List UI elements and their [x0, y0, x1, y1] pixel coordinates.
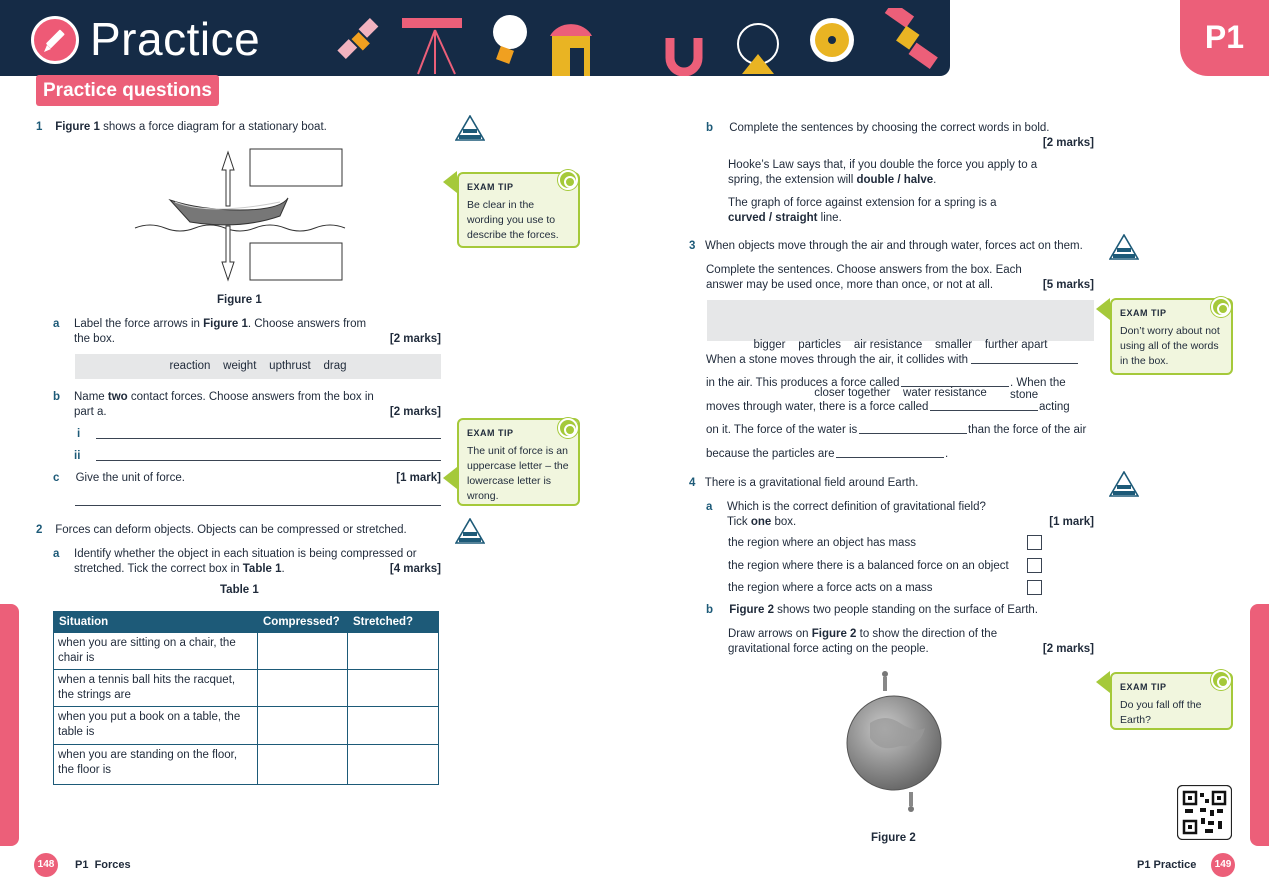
telescope-icon	[402, 18, 462, 74]
hookes-law-sentence: Hooke’s Law says that, if you double the force you apply to a spring, the extension will double / halve.	[728, 159, 1038, 186]
q3-sentence-4: on it. The force of the water is than the force of the air	[706, 424, 1087, 436]
answer-blank[interactable]	[971, 363, 1078, 364]
q1b-ii-label: ii	[74, 450, 81, 462]
tip-pointer-icon	[1096, 671, 1110, 693]
qr-code-icon[interactable]	[1177, 785, 1232, 840]
target-icon	[558, 170, 578, 190]
page-title: Practice	[90, 13, 261, 65]
tick-box[interactable]	[1027, 558, 1042, 573]
table-header: Situation	[54, 612, 258, 633]
target-icon	[1211, 297, 1231, 317]
radio-dish-icon	[738, 24, 778, 74]
chapter-tab: P1	[1180, 0, 1269, 76]
q1b-ii-answer-line[interactable]	[96, 460, 441, 461]
table1-caption: Table 1	[220, 584, 259, 596]
difficulty-pyramid-icon	[455, 518, 485, 544]
table-header: Compressed?	[258, 612, 348, 633]
answer-blank[interactable]	[901, 386, 1009, 387]
table-cell-situation: when a tennis ball hits the racquet, the strings are	[54, 670, 258, 707]
science-icons-banner	[330, 8, 950, 76]
figure1-caption: Figure 1	[217, 294, 262, 306]
answer-blank[interactable]	[836, 457, 944, 458]
page-number-right: 149	[1211, 853, 1235, 877]
q2-stem: 2 Forces can deform objects. Objects can be compressed or stretched.	[36, 524, 407, 536]
q3-answer-box: bigger particles air resistance smaller further apart closer together water resistance	[707, 300, 1094, 341]
q3-stem: 3 When objects move through the air and through water, forces act on them.	[689, 240, 1083, 252]
magnet-icon	[670, 38, 698, 72]
pencil-icon	[31, 16, 79, 64]
table-row	[54, 745, 439, 785]
tick-box[interactable]	[1027, 580, 1042, 595]
person-top-icon	[882, 671, 888, 691]
left-edge-tab	[0, 604, 19, 846]
tip-pointer-icon	[443, 171, 457, 193]
exam-tip-label: EXAM TIP	[1120, 682, 1167, 692]
footer-left-label: P1 Forces	[75, 859, 131, 871]
table-cell-situation: when you are standing on the floor, the floor is	[54, 745, 258, 785]
table-cell-situation: when you are sitting on a chair, the chair is	[54, 633, 258, 670]
satellite-icon-2	[885, 8, 938, 69]
q4b-instructions: Draw arrows on Figure 2 to show the direction of the gravitational force acting on the people. [2 marks]	[728, 628, 1094, 655]
q1b-right: b Complete the sentences by choosing the correct words in bold. [2 marks]	[706, 122, 1094, 149]
exam-tip-label: EXAM TIP	[1120, 308, 1167, 318]
boat-force-diagram	[130, 146, 350, 286]
q1c: c Give the unit of force. [1 mark]	[53, 472, 441, 484]
answer-blank[interactable]	[859, 433, 967, 434]
q1b-i-label: i	[77, 428, 81, 440]
exam-tip-text: Be clear in the wording you use to describe the forces.	[467, 199, 559, 241]
q1b: b Name two contact forces. Choose answers from the box in part a. [2 marks]	[53, 391, 441, 418]
right-edge-tab	[1250, 604, 1269, 846]
q3-sentence-2: in the air. This produces a force called . When the stone	[706, 377, 1066, 401]
exam-tip-label: EXAM TIP	[467, 428, 514, 438]
table-row	[54, 633, 439, 670]
answer-blank[interactable]	[930, 410, 1038, 411]
person-bottom-icon	[908, 792, 914, 812]
difficulty-pyramid-icon	[1109, 234, 1139, 260]
table-row	[54, 707, 439, 745]
q2a: a Identify whether the object in each situation is being compressed or stretched. Tick the correct box in Table 1. [4 marks]	[53, 548, 441, 575]
difficulty-pyramid-icon	[1109, 471, 1139, 497]
tick-box[interactable]	[1027, 535, 1042, 550]
q3-sentence-3: moves through water, there is a force called acting	[706, 401, 1070, 413]
q3-instructions: Complete the sentences. Choose answers from the box. Each answer may be used once, more than once, or not at all. [5 marks]	[706, 264, 1094, 291]
earth-figure[interactable]	[840, 668, 950, 818]
stretched-cell[interactable]	[348, 745, 439, 785]
q1c-answer-line[interactable]	[75, 505, 441, 506]
observatory-icon	[550, 24, 592, 76]
q1-stem: 1 Figure 1 shows a force diagram for a stationary boat.	[36, 121, 327, 133]
q4-stem: 4 There is a gravitational field around Earth.	[689, 477, 919, 489]
stretched-cell[interactable]	[348, 707, 439, 745]
difficulty-pyramid-icon	[455, 115, 485, 141]
compressed-cell[interactable]	[258, 670, 348, 707]
q4b: b Figure 2 shows two people standing on the surface of Earth.	[706, 604, 1038, 616]
section-heading: Practice questions	[36, 75, 219, 106]
compressed-cell[interactable]	[258, 633, 348, 670]
page-number-left: 148	[34, 853, 58, 877]
footer-right-label: P1 Practice	[1137, 859, 1197, 871]
situation-table	[53, 611, 439, 785]
graph-sentence: The graph of force against extension for a spring is a curved / straight line.	[728, 197, 997, 224]
option-text: the region where an object has mass	[728, 537, 916, 549]
stretched-cell[interactable]	[348, 670, 439, 707]
q4a: a Which is the correct definition of gravitational field? Tick one box. [1 mark]	[706, 501, 1094, 528]
option-text: the region where there is a balanced force on an object	[728, 560, 1009, 572]
tip-pointer-icon	[443, 467, 457, 489]
exam-tip-text: Don’t worry about not using all of the words in the box.	[1120, 325, 1220, 367]
option-text: the region where a force acts on a mass	[728, 582, 933, 594]
q1b-i-answer-line[interactable]	[96, 438, 441, 439]
target-icon	[558, 418, 578, 438]
compressed-cell[interactable]	[258, 745, 348, 785]
figure2-caption: Figure 2	[871, 832, 916, 844]
compressed-cell[interactable]	[258, 707, 348, 745]
satellite-icon	[337, 18, 378, 59]
q3-sentence-1: When a stone moves through the air, it collides with	[706, 354, 1096, 366]
radiation-icon	[810, 18, 854, 62]
table-row	[54, 670, 439, 707]
exam-tip-text: Do you fall off the Earth?	[1120, 699, 1202, 726]
q1a-answer-box: reaction weight upthrust drag	[75, 354, 441, 379]
exam-tip-text: The unit of force is an uppercase letter – the lowercase letter is wrong.	[467, 445, 569, 502]
table-cell-situation: when you put a book on a table, the table is	[54, 707, 258, 745]
exam-tip-label: EXAM TIP	[467, 182, 514, 192]
lightbulb-icon	[493, 15, 527, 64]
q3-sentence-5: because the particles are .	[706, 448, 949, 460]
table-header: Stretched?	[348, 612, 439, 633]
stretched-cell[interactable]	[348, 633, 439, 670]
target-icon	[1211, 670, 1231, 690]
q1a: a Label the force arrows in Figure 1. Choose answers from the box. [2 marks]	[53, 318, 441, 345]
tip-pointer-icon	[1096, 298, 1110, 320]
